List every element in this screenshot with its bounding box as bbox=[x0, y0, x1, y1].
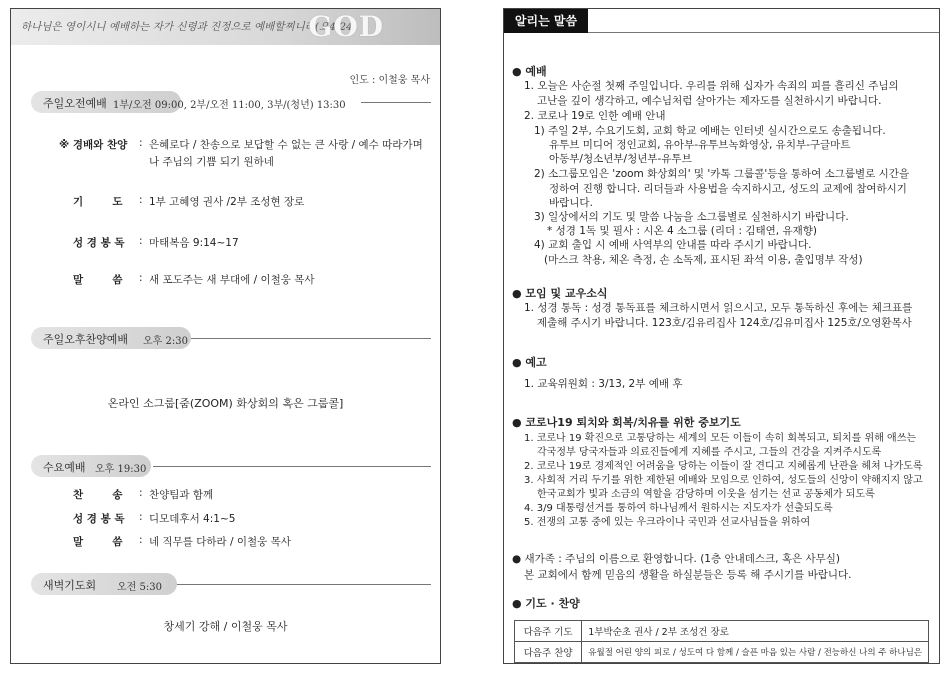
newcomer-line: 본 교회에서 함께 믿음의 생활을 하실분들은 등록 해 주시기를 바랍니다. bbox=[524, 569, 852, 581]
prayer-value: 1부 고혜영 권사 /2부 조성현 장로 bbox=[149, 196, 305, 208]
prayer-line: 5. 전쟁의 고통 중에 있는 우크라이나 국민과 선교사님들을 위하여 bbox=[524, 517, 811, 528]
wed-sermon-value: 네 직무를 다하라 / 이철웅 목사 bbox=[149, 536, 291, 548]
wed-sermon-label: 말 씀 bbox=[73, 536, 123, 548]
praise-label: ※ 경배와 찬양 bbox=[59, 139, 128, 151]
worship-line: 4) 교회 출입 시 예배 사역부의 안내를 따라 주시기 바랍니다. bbox=[534, 239, 812, 251]
prayer-label: 기 도 bbox=[73, 196, 123, 208]
next-week-table bbox=[514, 620, 929, 663]
sunday-pm-note: 온라인 소그룹[줌(ZOOM) 화상회의 혹은 그룹콜] bbox=[107, 397, 344, 410]
worship-line: 유투브 미디어 정인교회, 유아부-유투브녹화영상, 유치부-구글마트 bbox=[549, 139, 851, 151]
reading-value: 마태복음 9:14~17 bbox=[149, 237, 239, 249]
worship-line: 아동부/청소년부/청년부-유투브 bbox=[549, 153, 692, 165]
hymn-label: 찬 송 bbox=[73, 489, 123, 501]
worship-line: 고난을 깊이 생각하고, 예수님처럼 살아가는 제자도를 실천하시기 바랍니다. bbox=[537, 95, 882, 107]
meeting-line: 제출해 주시기 바랍니다. 123호/김유리집사 124호/김유미집사 125호/오영환목사 bbox=[537, 317, 912, 329]
header-banner bbox=[11, 9, 440, 45]
prayer-head: ● 코로나19 퇴치와 회복/치유를 위한 중보기도 bbox=[512, 416, 741, 429]
sunday-am-time: 1부/오전 09:00, 2부/오전 11:00, 3부/(청년) 13:30 bbox=[113, 100, 346, 111]
wednesday-title: 수요예배 bbox=[43, 461, 86, 474]
worship-order-panel: 하나님은 영이시니 예배하는 자가 신령과 진정으로 예배할찌니라(요4:24) GOD 인도 : 이철웅 목사 주일오전예배 1부/오전 09:00, 2부/오전 11:00, 3부/(청년) 13:30 ※ 경배와 찬양 : 은혜로다 / 찬송으로 보답할 수 없는 큰 사랑 / 예수 따라가며 나 주님의 기쁨 되기 원하네 기 도 : 1부 고혜영 권사 /2부 조성현 장로 성 경 봉 독 : 마태복음 9:14~17 말 씀 : 새 포도주는 새 부대에 / 이철웅 목사 주일오후찬양예배 오후 2:30 온라인 소그룹[줌(ZOOM) 화상회의 혹은 그룹콜] 수요예배 오후 19:30 찬 송 : 찬양팀과 함께 성 경 봉 독 : 디모데후서 4:1~5 말 씀 : 네 직무를 다하라 / 이철웅 목사 새벽기도회 오전 5:30 창세기 강해 / 이철웅 목사 bbox=[10, 8, 441, 664]
newcomer-line: ● 새가족 : 주님의 이름으로 환영합니다. (1층 안내데스크, 혹은 사무실) bbox=[512, 553, 841, 565]
prayer-line: 각국정부 당국자들과 의료진들에게 지혜를 주시고, 그들의 건강을 지켜주시도록 bbox=[537, 447, 882, 458]
wed-reading-label: 성 경 봉 독 bbox=[73, 513, 125, 525]
sunday-pm-header bbox=[31, 327, 431, 349]
hymn-value: 찬양팀과 함께 bbox=[149, 489, 214, 501]
dawn-time: 오전 5:30 bbox=[117, 582, 162, 593]
worship-line: 2. 코로나 19로 인한 예배 안내 bbox=[524, 110, 666, 122]
prayer-line: 3. 사회적 거리 두기를 위한 제한된 예배와 모임으로 인하여, 성도들의 신앙이 약해지지 않고 bbox=[524, 475, 923, 486]
worship-line: 정하여 진행 합니다. 리더들과 사용법을 숙지하시고, 성도의 교제에 참여하시기 bbox=[549, 183, 907, 195]
notice-head: ● 예고 bbox=[512, 356, 547, 369]
worship-head: ● 예배 bbox=[512, 65, 547, 78]
table-value: 유월절 어린 양의 피로 / 성도여 다 함께 / 슬픈 마음 있는 사람 / 전능하신 나의 주 하나님은 bbox=[582, 642, 929, 663]
worship-leader: 인도 : 이철웅 목사 bbox=[349, 75, 430, 86]
sermon-label: 말 씀 bbox=[73, 274, 123, 286]
praise-value: 은혜로다 / 찬송으로 보답할 수 없는 큰 사랑 / 예수 따라가며 bbox=[149, 139, 423, 151]
wednesday-time: 오후 19:30 bbox=[95, 464, 147, 475]
table-key: 다음주 찬양 bbox=[515, 642, 582, 663]
next-head: ● 기도 · 찬양 bbox=[512, 597, 580, 610]
sunday-am-header bbox=[31, 91, 431, 113]
meeting-head: ● 모임 및 교우소식 bbox=[512, 287, 608, 300]
sermon-value: 새 포도주는 새 부대에 / 이철웅 목사 bbox=[149, 274, 315, 286]
worship-line: 1) 주일 2부, 수요기도회, 교회 학교 예배는 인터넷 실시간으로도 송출됩니다. bbox=[534, 125, 886, 137]
praise-value-2: 나 주님의 기쁨 되기 원하네 bbox=[149, 156, 274, 168]
announcements-panel bbox=[503, 8, 940, 664]
dawn-header bbox=[31, 573, 431, 595]
announcements-title: 알리는 말씀 bbox=[504, 9, 588, 33]
sunday-am-title: 주일오전예배 bbox=[43, 97, 107, 110]
worship-line: 3) 일상에서의 기도 및 말씀 나눔을 소그룹별로 실천하시기 바랍니다. bbox=[534, 211, 849, 223]
worship-line: * 성경 1독 및 필사 : 시온 4 소그룹 (리더 : 김태연, 유재향) bbox=[547, 225, 817, 237]
sunday-pm-title: 주일오후찬양예배 bbox=[43, 333, 129, 346]
prayer-line: 4. 3/9 대통령선거를 통하여 하나님께서 원하시는 지도자가 선출되도록 bbox=[524, 503, 833, 514]
worship-line: 2) 소그룹모임은 'zoom 화상회의' 및 '카톡 그룹콜'등을 통하여 소그룹별로 시간을 bbox=[534, 168, 910, 180]
prayer-line: 1. 코로나 19 확진으로 고통당하는 세계의 모든 이들이 속히 회복되고, 퇴치를 위해 애쓰는 bbox=[524, 433, 917, 444]
banner-verse: 하나님은 영이시니 예배하는 자가 신령과 진정으로 예배할찌니라(요4:24) bbox=[21, 21, 357, 33]
worship-line: 1. 오늘은 사순절 첫째 주일입니다. 우리를 위해 십자가 속죄의 피를 흘리신 주님의 bbox=[524, 80, 899, 92]
table-value: 1부박순초 권사 / 2부 조성건 장로 bbox=[582, 621, 929, 642]
reading-label: 성 경 봉 독 bbox=[73, 237, 125, 249]
god-logo: GOD bbox=[308, 10, 384, 43]
sunday-pm-time: 오후 2:30 bbox=[143, 336, 188, 347]
worship-line: (마스크 착용, 체온 측정, 손 소독제, 표시된 좌석 이용, 출입명부 작성) bbox=[544, 254, 863, 266]
table-key: 다음주 기도 bbox=[515, 621, 582, 642]
dawn-title: 새벽기도회 bbox=[43, 579, 97, 592]
worship-line: 바랍니다. bbox=[549, 197, 593, 209]
prayer-line: 2. 코로나 19로 경제적인 어려움을 당하는 이들이 잘 견디고 지혜롭게 난관을 헤쳐 나가도록 bbox=[524, 461, 923, 472]
meeting-line: 1. 성경 통독 : 성경 통독표를 체크하시면서 읽으시고, 모두 통독하신 후에는 체크표를 bbox=[524, 302, 913, 314]
prayer-line: 한국교회가 빛과 소금의 역할을 감당하며 이웃을 섬기는 선교 공동체가 되도록 bbox=[537, 489, 875, 500]
table-row bbox=[515, 642, 929, 663]
table-row bbox=[515, 621, 929, 642]
wed-reading-value: 디모데후서 4:1~5 bbox=[149, 513, 236, 525]
dawn-note: 창세기 강해 / 이철웅 목사 bbox=[163, 620, 288, 633]
wednesday-header bbox=[31, 455, 431, 477]
notice-line: 1. 교육위원회 : 3/13, 2부 예배 후 bbox=[524, 378, 683, 390]
